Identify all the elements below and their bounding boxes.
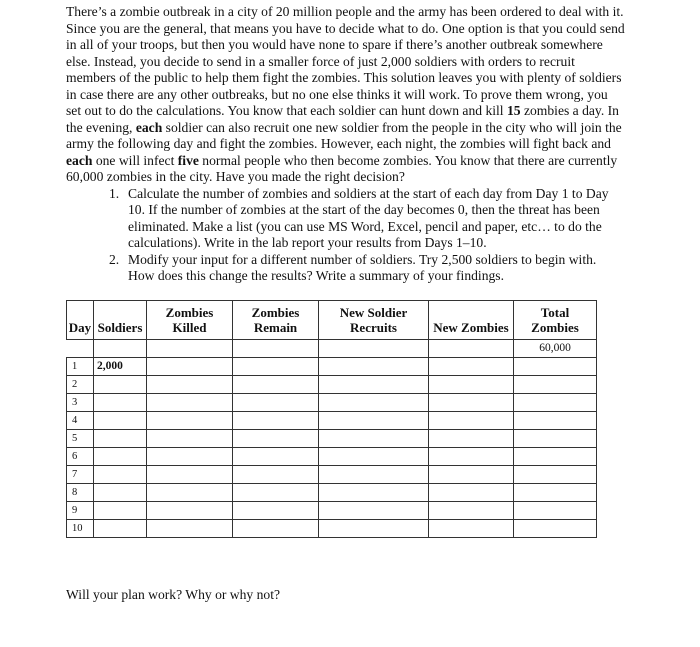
day-cell: 8 (67, 484, 94, 502)
day-cell: 10 (67, 520, 94, 538)
cell-empty[interactable] (233, 412, 319, 430)
intro-bold-each-1: each (135, 119, 163, 135)
day-cell: 4 (67, 412, 94, 430)
cell-empty[interactable] (147, 412, 233, 430)
cell-empty[interactable] (514, 430, 597, 448)
intro-text-4: one will infect (92, 152, 178, 168)
table-row (67, 358, 597, 376)
header-total-zombies: Total Zombies (514, 301, 597, 340)
cell-empty[interactable] (233, 394, 319, 412)
table-row (67, 448, 597, 466)
cell-empty[interactable] (319, 502, 429, 520)
cell-empty[interactable] (429, 448, 514, 466)
intro-bold-15: 15 (506, 103, 521, 118)
cell-empty[interactable] (147, 502, 233, 520)
task-text: Calculate the number of zombies and soldiers at the start of each day from Day 1 to Day 10. If the number of zombies at the start of the day becomes 0, then the threat has been eliminated. Make a list (you can use MS Word, Excel, pencil and paper, etc… to do the calculations). Write in the lab report your results from Days 1–10. (128, 185, 609, 250)
cell-empty[interactable] (319, 430, 429, 448)
cell-empty[interactable] (147, 520, 233, 538)
cell-empty[interactable] (514, 358, 597, 376)
table-header-row (67, 301, 597, 340)
day-cell: 3 (67, 394, 94, 412)
table-row (67, 430, 597, 448)
cell-empty[interactable] (319, 466, 429, 484)
cell-empty[interactable] (147, 448, 233, 466)
cell-empty[interactable] (319, 394, 429, 412)
header-new-soldier-recruits: New Soldier Recruits (319, 301, 429, 340)
task-item (109, 251, 626, 285)
cell-empty[interactable] (319, 520, 429, 538)
task-item (109, 185, 626, 252)
cell-empty[interactable] (233, 484, 319, 502)
cell-empty[interactable] (94, 430, 147, 448)
cell-empty[interactable] (94, 466, 147, 484)
cell-empty[interactable] (94, 394, 147, 412)
intro-bold-five: five (177, 152, 199, 168)
intro-bold-each-2: each (66, 152, 93, 168)
cell-empty[interactable] (94, 484, 147, 502)
day-cell: 2 (67, 376, 94, 394)
cell-empty[interactable] (429, 376, 514, 394)
table-row (67, 502, 597, 520)
cell-empty (429, 340, 514, 358)
cell-empty[interactable] (429, 466, 514, 484)
cell-empty[interactable] (233, 520, 319, 538)
cell-empty[interactable] (319, 358, 429, 376)
cell-empty[interactable] (429, 502, 514, 520)
intro-paragraph (66, 4, 626, 186)
intro-text-1: There’s a zombie outbreak in a city of 20 million people and the army has been ordered to deal with it. Since you are the general, that means you have to decide what to do. One option is that you could send in all of your troops, but then you would have none to spare if there’s another outbreak somewhere else. Instead, you decide to send in a smaller force of just 2,000 soldiers with orders to recruit members of the public to help them fight the zombies. This solution leaves you with plenty of soldiers in case there are any other outbreaks, but no one else thinks it will work. To prove them wrong, you set out to do the calculations. You know that each soldier can hunt down and kill (66, 4, 625, 118)
initial-total-zombies: 60,000 (514, 340, 597, 358)
task-text: Modify your input for a different number of soldiers. Try 2,500 soldiers to begin with. How does this change the results? Write a summary of your findings. (128, 251, 597, 283)
cell-empty[interactable] (429, 394, 514, 412)
cell-empty[interactable] (514, 466, 597, 484)
header-soldiers: Soldiers (94, 301, 147, 340)
header-new-zombies: New Zombies (429, 301, 514, 340)
day-cell: 5 (67, 430, 94, 448)
cell-empty[interactable] (514, 502, 597, 520)
task-number: 1. (109, 185, 120, 201)
cell-empty[interactable] (233, 448, 319, 466)
table-row (67, 376, 597, 394)
cell-empty[interactable] (514, 394, 597, 412)
cell-empty[interactable] (319, 412, 429, 430)
cell-empty[interactable] (429, 484, 514, 502)
intro-text-3: soldier can also recruit one new soldier from the people in the city who will join the army the following day and fight the zombies. However, each night, the zombies will fight back and (66, 119, 622, 151)
cell-empty[interactable] (94, 520, 147, 538)
day-cell: 6 (67, 448, 94, 466)
cell-empty[interactable] (147, 430, 233, 448)
cell-empty[interactable] (147, 358, 233, 376)
cell-empty[interactable] (514, 376, 597, 394)
cell-empty[interactable] (147, 376, 233, 394)
cell-empty[interactable] (94, 376, 147, 394)
cell-empty[interactable] (514, 412, 597, 430)
document-body (66, 4, 626, 285)
header-zombies-remain: Zombies Remain (233, 301, 319, 340)
cell-empty[interactable] (147, 394, 233, 412)
cell-empty[interactable] (514, 520, 597, 538)
intro-text-2: zombies a day. In the evening, (66, 103, 619, 135)
header-zombies-killed: Zombies Killed (147, 301, 233, 340)
zombie-table (66, 300, 597, 538)
cell-empty (147, 340, 233, 358)
cell-empty[interactable] (147, 466, 233, 484)
table-row (67, 412, 597, 430)
cell-empty[interactable] (147, 484, 233, 502)
table-row (67, 466, 597, 484)
cell-empty[interactable] (319, 484, 429, 502)
day-cell: 7 (67, 466, 94, 484)
cell-empty (233, 340, 319, 358)
day1-soldiers-cell: 2,000 (94, 358, 147, 376)
day-cell: 1 (67, 358, 94, 376)
cell-empty (94, 340, 147, 358)
task-list (66, 186, 626, 285)
cell-empty[interactable] (514, 448, 597, 466)
cell-empty[interactable] (94, 502, 147, 520)
table-row (67, 484, 597, 502)
cell-empty (67, 340, 94, 358)
table-row-initial (67, 340, 597, 358)
cell-empty[interactable] (429, 358, 514, 376)
cell-empty (319, 340, 429, 358)
cell-empty[interactable] (94, 412, 147, 430)
cell-empty[interactable] (429, 520, 514, 538)
cell-empty[interactable] (233, 466, 319, 484)
cell-empty[interactable] (233, 376, 319, 394)
cell-empty[interactable] (319, 376, 429, 394)
closing-question: Will your plan work? Why or why not? (66, 587, 281, 602)
table-row (67, 520, 597, 538)
header-day: Day (67, 301, 94, 340)
cell-empty[interactable] (429, 412, 514, 430)
cell-empty[interactable] (233, 502, 319, 520)
cell-empty[interactable] (233, 430, 319, 448)
table-row (67, 394, 597, 412)
cell-empty[interactable] (429, 430, 514, 448)
day-cell: 9 (67, 502, 94, 520)
intro-text-5: normal people who then become zombies. You know that there are currently 60,000 zombies in the city. Have you made the right decision? (66, 152, 618, 184)
cell-empty[interactable] (233, 358, 319, 376)
cell-empty[interactable] (94, 448, 147, 466)
cell-empty[interactable] (514, 484, 597, 502)
task-number: 2. (109, 251, 120, 267)
cell-empty[interactable] (319, 448, 429, 466)
